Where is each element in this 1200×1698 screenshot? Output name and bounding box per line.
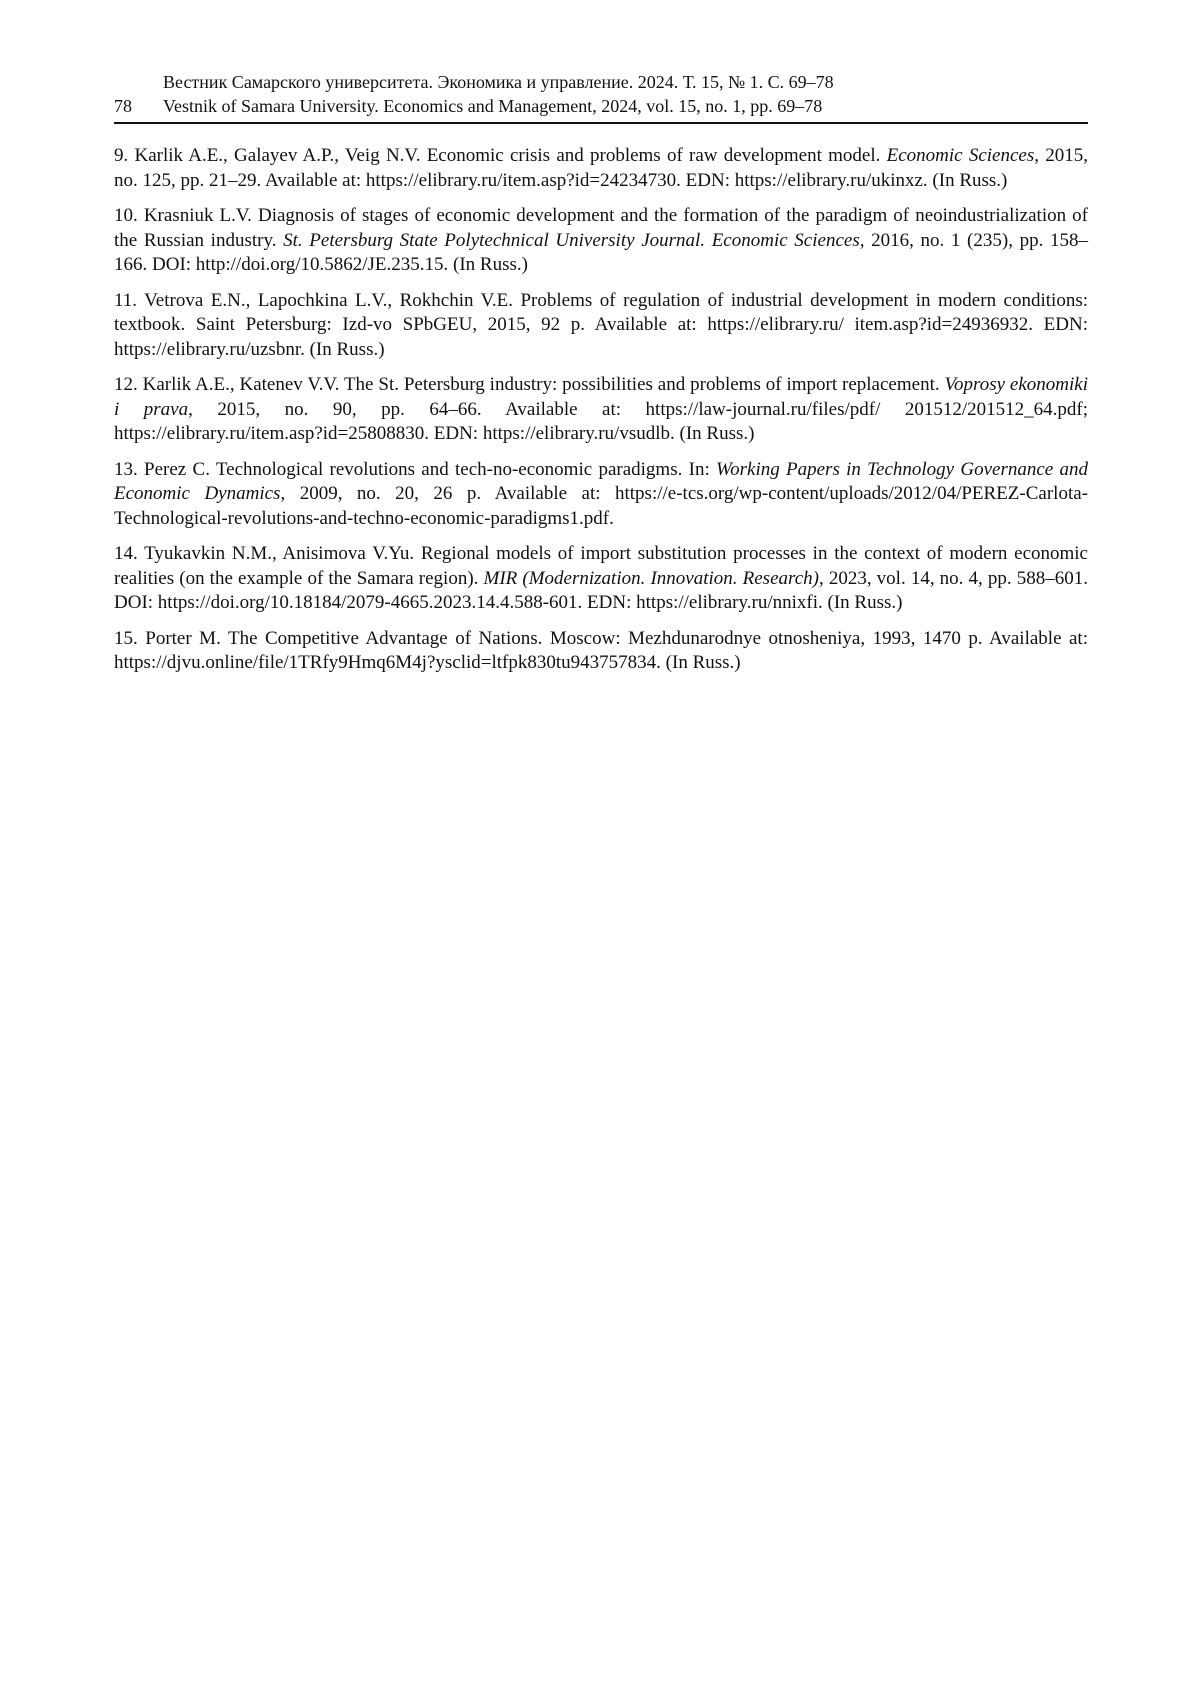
page-number: 78: [114, 96, 132, 116]
reference-item: 14. Tyukavkin N.M., Anisimova V.Yu. Regional models of import substitution processes in the context of modern economic realities (on the example of the Samara region). MIR (Modernization. Innovation. Research), 2023, vol. 14, no. 4, pp. 588–601. DOI: https://doi.org/10.18184/2079-4665.2023.14.4.588-601. EDN: https://elibrary.ru/nnixfi. (In Russ.): [114, 543, 1089, 613]
page: [114, 70, 1088, 687]
reference-item: 11. Vetrova E.N., Lapochkina L.V., Rokhchin V.E. Problems of regulation of industrial development in modern conditions: textbook. Saint Petersburg: Izd-vo SPbGEU, 2015, 92 p. Available at: https://elibrary.ru/ item.asp?id=24936932. EDN: https://elibrary.ru/uzsbnr. (In Russ.): [114, 289, 1088, 360]
journal-title-en: Vestnik of Samara University. Economics and Management, 2024, vol. 15, no. 1, pp. 69–78: [163, 96, 823, 116]
reference-list: [114, 144, 1088, 676]
reference-item: 13. Perez C. Technological revolutions and tech-no-economic paradigms. In: Working Papers in Technology Governance and Economic Dynamics, 2009, no. 20, 26 p. Available at: https://e-tcs.org/wp-content/uploads/2012/04/PEREZ-Carlota-Technological-revolutions-and-techno-economic-paradigms1.pdf.: [114, 458, 1089, 529]
reference-item: 9. Karlik A.E., Galayev A.P., Veig N.V. Economic crisis and problems of raw development model. Economic Sciences, 2015, no. 125, pp. 21–29. Available at: https://elibrary.ru/item.asp?id=24234730. EDN: https://elibrary.ru/ukinxz. (In Russ.): [114, 145, 1088, 191]
reference-item: 10. Krasniuk L.V. Diagnosis of stages of economic development and the formation of the paradigm of neoindustrialization of the Russian industry. St. Petersburg State Polytechnical University Journal. Economic Sciences, 2016, no. 1 (235), pp. 158–166. DOI: http://doi.org/10.5862/JE.235.15. (In Russ.): [114, 205, 1088, 275]
reference-item: 15. Porter M. The Competitive Advantage of Nations. Moscow: Mezhdunarodnye otnosheniya, 1993, 1470 p. Available at: https://djvu.online/file/1TRfy9Hmq6M4j?ysclid=ltfpk830tu943757834. (In Russ.): [114, 627, 1088, 673]
reference-item: 12. Karlik A.E., Katenev V.V. The St. Petersburg industry: possibilities and problems of import replacement. Voprosy ekonomiki i prava, 2015, no. 90, pp. 64–66. Available at: https://law-journal.ru/files/pdf/ 201512/201512_64.pdf; https://elibrary.ru/item.asp?id=25808830. EDN: https://elibrary.ru/vsudlb. (In Russ.): [114, 374, 1089, 444]
running-header: [114, 70, 1088, 124]
journal-title-ru: Вестник Самарского университета. Экономика и управление. 2024. Т. 15, № 1. С. 69–78: [163, 72, 834, 92]
